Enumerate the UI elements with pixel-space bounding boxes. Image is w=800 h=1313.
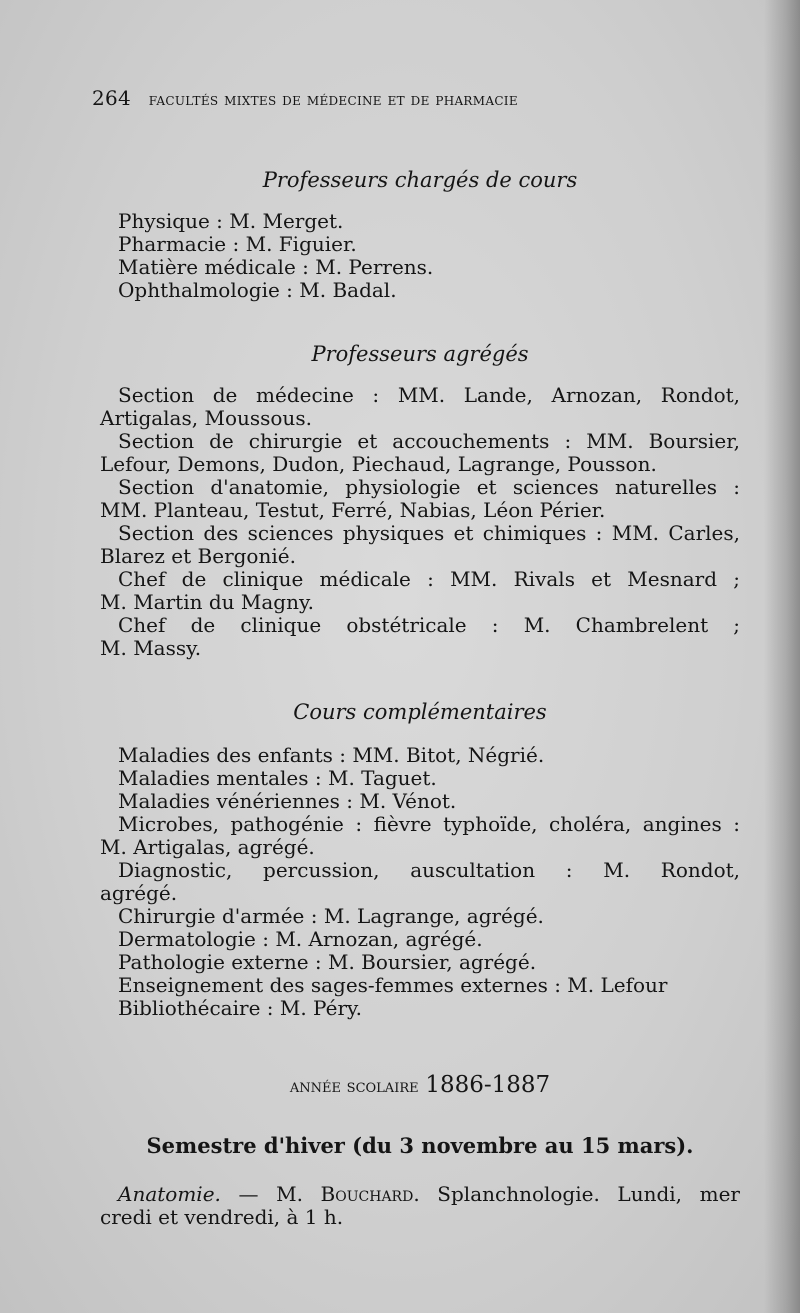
semestre-heading: Semestre d'hiver (du 3 novembre au 15 mars). [146, 1133, 694, 1158]
list-item: Matière médicale : M. Perrens. [118, 255, 434, 279]
text-line: Lefour, Demons, Dudon, Piechaud, Lagrange, Pousson. [100, 452, 657, 476]
page-number: 264 [92, 86, 132, 110]
list-item [100, 568, 740, 614]
list-item: Bibliothécaire : M. Péry. [118, 996, 363, 1020]
running-header [92, 86, 752, 110]
page-gutter-shadow [764, 0, 800, 1313]
text-line: M. Artigalas, agrégé. [100, 835, 315, 859]
list-cours-complementaires [100, 744, 740, 1020]
list-item [100, 614, 740, 660]
list-item: Physique : M. Merget. [118, 209, 344, 233]
list-item [100, 430, 740, 476]
text-line: M. Martin du Magny. [100, 590, 314, 614]
list-item: Maladies mentales : M. Taguet. [118, 766, 437, 790]
list-item [100, 476, 740, 522]
list-item: Pharmacie : M. Figuier. [118, 232, 357, 256]
text-line: MM. Planteau, Testut, Ferré, Nabias, Léon Périer. [100, 498, 606, 522]
list-item: Ophthalmologie : M. Badal. [118, 278, 397, 302]
list-item [100, 813, 740, 859]
list-item [100, 384, 740, 430]
heading-cours-complementaires: Cours complémentaires [293, 700, 547, 724]
annee-scolaire-heading [100, 1072, 740, 1098]
list-item: Pathologie externe : M. Boursier, agrégé. [118, 950, 537, 974]
anatomie-dash: — M. [220, 1182, 321, 1206]
list-item: Maladies des enfants : MM. Bitot, Négrié. [118, 743, 545, 767]
list-item: Chirurgie d'armée : M. Lagrange, agrégé. [118, 904, 544, 928]
list-item [100, 859, 740, 905]
heading-professeurs-charges: Professeurs chargés de cours [262, 168, 578, 192]
text-line: credi et vendredi, à 1 h. [100, 1205, 344, 1229]
list-professeurs-charges [100, 210, 740, 302]
text-line: M. Massy. [100, 636, 202, 660]
list-item: Enseignement des sages-femmes externes : M. Lefour [118, 973, 668, 997]
annee-label: année scolaire [289, 1076, 419, 1097]
text-line: agrégé. [100, 881, 178, 905]
annee-years: 1886-1887 [425, 1072, 551, 1098]
anatomie-professor: Bouchard [320, 1182, 414, 1206]
anatomie-entry [100, 1183, 740, 1229]
running-title: facultés mixtes de médecine et de pharmacie [148, 90, 518, 110]
heading-professeurs-agreges: Professeurs agrégés [311, 342, 529, 366]
text-line: Section de chirurgie et accouchements : MM. Boursier, [118, 429, 740, 453]
anatomie-subject: Anatomie. [118, 1182, 221, 1206]
text-line: Section des sciences physiques et chimiques : MM. Carles, [118, 521, 740, 545]
text-line: Chef de clinique médicale : MM. Rivals et Mesnard ; [118, 567, 740, 591]
list-item [100, 522, 740, 568]
text-line: Microbes, pathogénie : fièvre typhoïde, choléra, angines : [118, 812, 740, 836]
text-line: Section de médecine : MM. Lande, Arnozan, Rondot, [118, 383, 740, 407]
anatomie-rest: . Splanchnologie. Lundi, mer [413, 1182, 740, 1206]
text-line: Section d'anatomie, physiologie et sciences naturelles : [118, 475, 740, 499]
list-item: Maladies vénériennes : M. Vénot. [118, 789, 457, 813]
list-professeurs-agreges [100, 384, 740, 660]
text-line: Chef de clinique obstétricale : M. Chambrelent ; [118, 613, 740, 637]
text-line [100, 1183, 740, 1206]
list-item: Dermatologie : M. Arnozan, agrégé. [118, 927, 483, 951]
text-line: Blarez et Bergonié. [100, 544, 296, 568]
text-line: Artigalas, Moussous. [100, 406, 312, 430]
text-line: Diagnostic, percussion, auscultation : M. Rondot, [118, 858, 740, 882]
